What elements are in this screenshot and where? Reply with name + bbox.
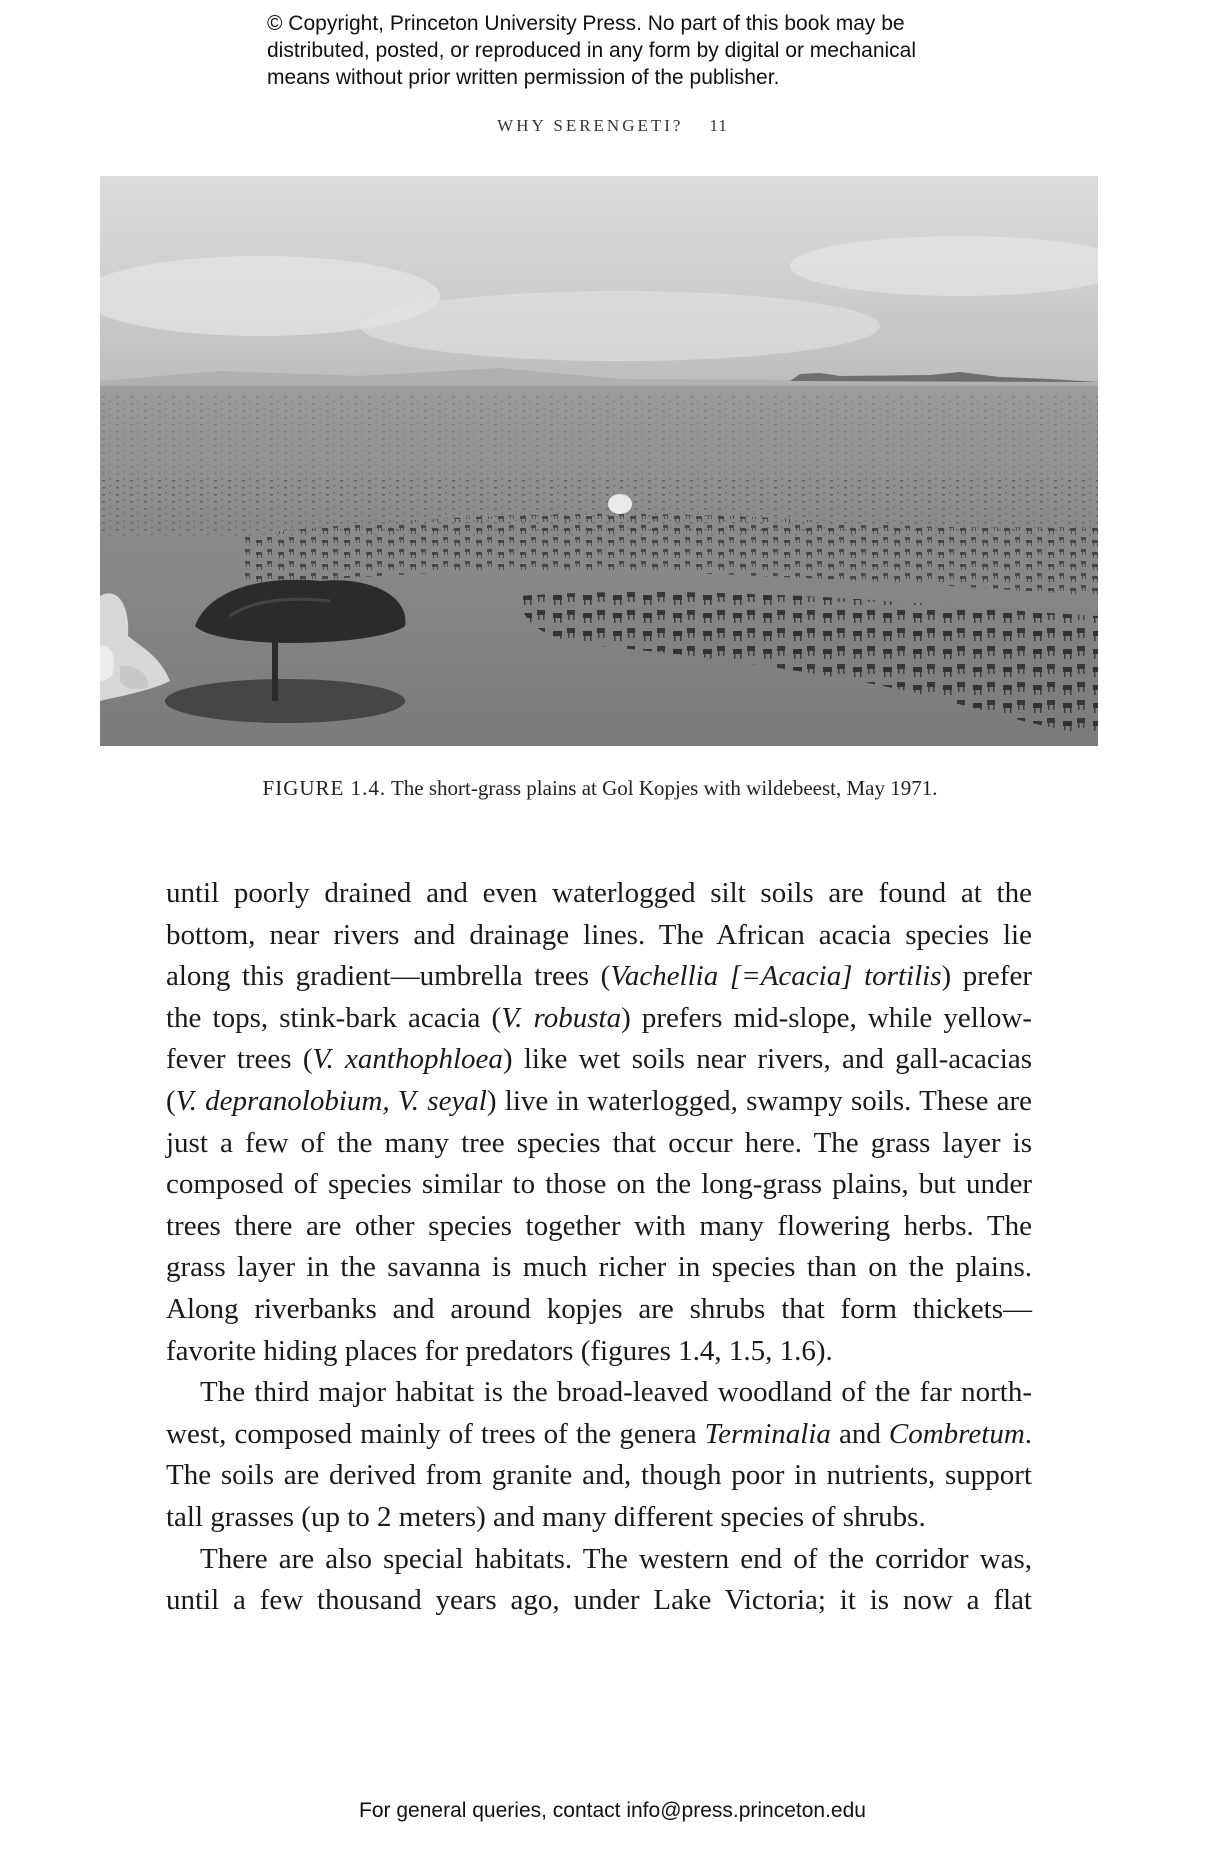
body-text xyxy=(166,873,1032,1622)
text-run: ) live in waterlogged, swampy soils. These are xyxy=(486,1084,1032,1117)
text-run: and xyxy=(830,1417,889,1450)
copyright-line: © Copyright, Princeton University Press. No part of this book may be xyxy=(267,12,905,35)
text-run: ) prefers mid-slope, while yellow- xyxy=(621,1001,1032,1034)
text-run: the tops, stink-bark acacia ( xyxy=(166,1001,502,1034)
figure-label: FIGURE 1.4. xyxy=(262,776,387,800)
footer-contact: For general queries, contact info@press.princeton.edu xyxy=(359,1799,866,1822)
text-line xyxy=(166,956,1032,998)
text-run: ( xyxy=(166,1084,176,1117)
text-line: favorite hiding places for predators (figures 1.4, 1.5, 1.6). xyxy=(166,1334,833,1367)
text-line xyxy=(166,1039,1032,1081)
paragraph xyxy=(166,873,1032,1372)
text-line: until a few thousand years ago, under Lake Victoria; it is now a flat xyxy=(166,1584,1032,1617)
species-name: V. depranolobium, V. seyal xyxy=(175,1084,487,1117)
figure-photo xyxy=(100,176,1098,746)
species-name: Vachellia [=Acacia] tortilis xyxy=(610,960,942,993)
species-name: V. xanthophloea xyxy=(312,1043,503,1076)
text-line: The soils are derived from granite and, though poor in nutrients, support xyxy=(166,1459,1032,1492)
text-run: west, composed mainly of trees of the genera xyxy=(166,1417,705,1450)
text-line: The third major habitat is the broad-leaved woodland of the far north- xyxy=(200,1376,1032,1409)
genus-name: Terminalia xyxy=(704,1417,831,1450)
copyright-line: means without prior written permission of the publisher. xyxy=(267,66,780,89)
text-run: ) prefer xyxy=(941,960,1032,993)
page-number: 11 xyxy=(709,116,728,135)
text-line xyxy=(166,1414,1032,1456)
text-line: trees there are other species together with many flowering herbs. The xyxy=(166,1209,1032,1242)
genus-name: Combretum xyxy=(888,1417,1025,1450)
paragraph xyxy=(166,1539,1032,1622)
running-head-title: WHY SERENGETI? xyxy=(497,116,684,135)
text-line: There are also special habitats. The western end of the corridor was, xyxy=(200,1542,1032,1575)
text-line: tall grasses (up to 2 meters) and many different species of shrubs. xyxy=(166,1500,926,1533)
text-line xyxy=(166,998,1032,1040)
paragraph xyxy=(166,1372,1032,1538)
copyright-notice xyxy=(267,10,1027,91)
text-line: grass layer in the savanna is much richer in species than on the plains. xyxy=(166,1251,1032,1284)
copyright-line: distributed, posted, or reproduced in any form by digital or mechanical xyxy=(267,39,917,62)
text-line: until poorly drained and even waterlogged silt soils are found at the xyxy=(166,877,1032,909)
text-line xyxy=(166,1081,1032,1123)
text-line: bottom, near rivers and drainage lines. The African acacia species lie xyxy=(166,918,1032,951)
figure-caption-text: The short-grass plains at Gol Kopjes with wildebeest, May 1971. xyxy=(390,776,938,800)
text-run: ) like wet soils near rivers, and gall-acacias xyxy=(502,1043,1032,1076)
text-run: . xyxy=(1024,1417,1033,1450)
species-name: V. robusta xyxy=(501,1001,622,1034)
text-run: along this gradient—umbrella trees ( xyxy=(166,960,611,993)
figure-caption xyxy=(0,776,1200,801)
text-line: just a few of the many tree species that occur here. The grass layer is xyxy=(166,1126,1032,1159)
text-line: Along riverbanks and around kopjes are shrubs that form thickets— xyxy=(166,1292,1032,1325)
text-line: composed of species similar to those on the long-grass plains, but under xyxy=(166,1168,1032,1201)
text-run: fever trees ( xyxy=(166,1043,313,1076)
running-head xyxy=(0,116,1225,136)
